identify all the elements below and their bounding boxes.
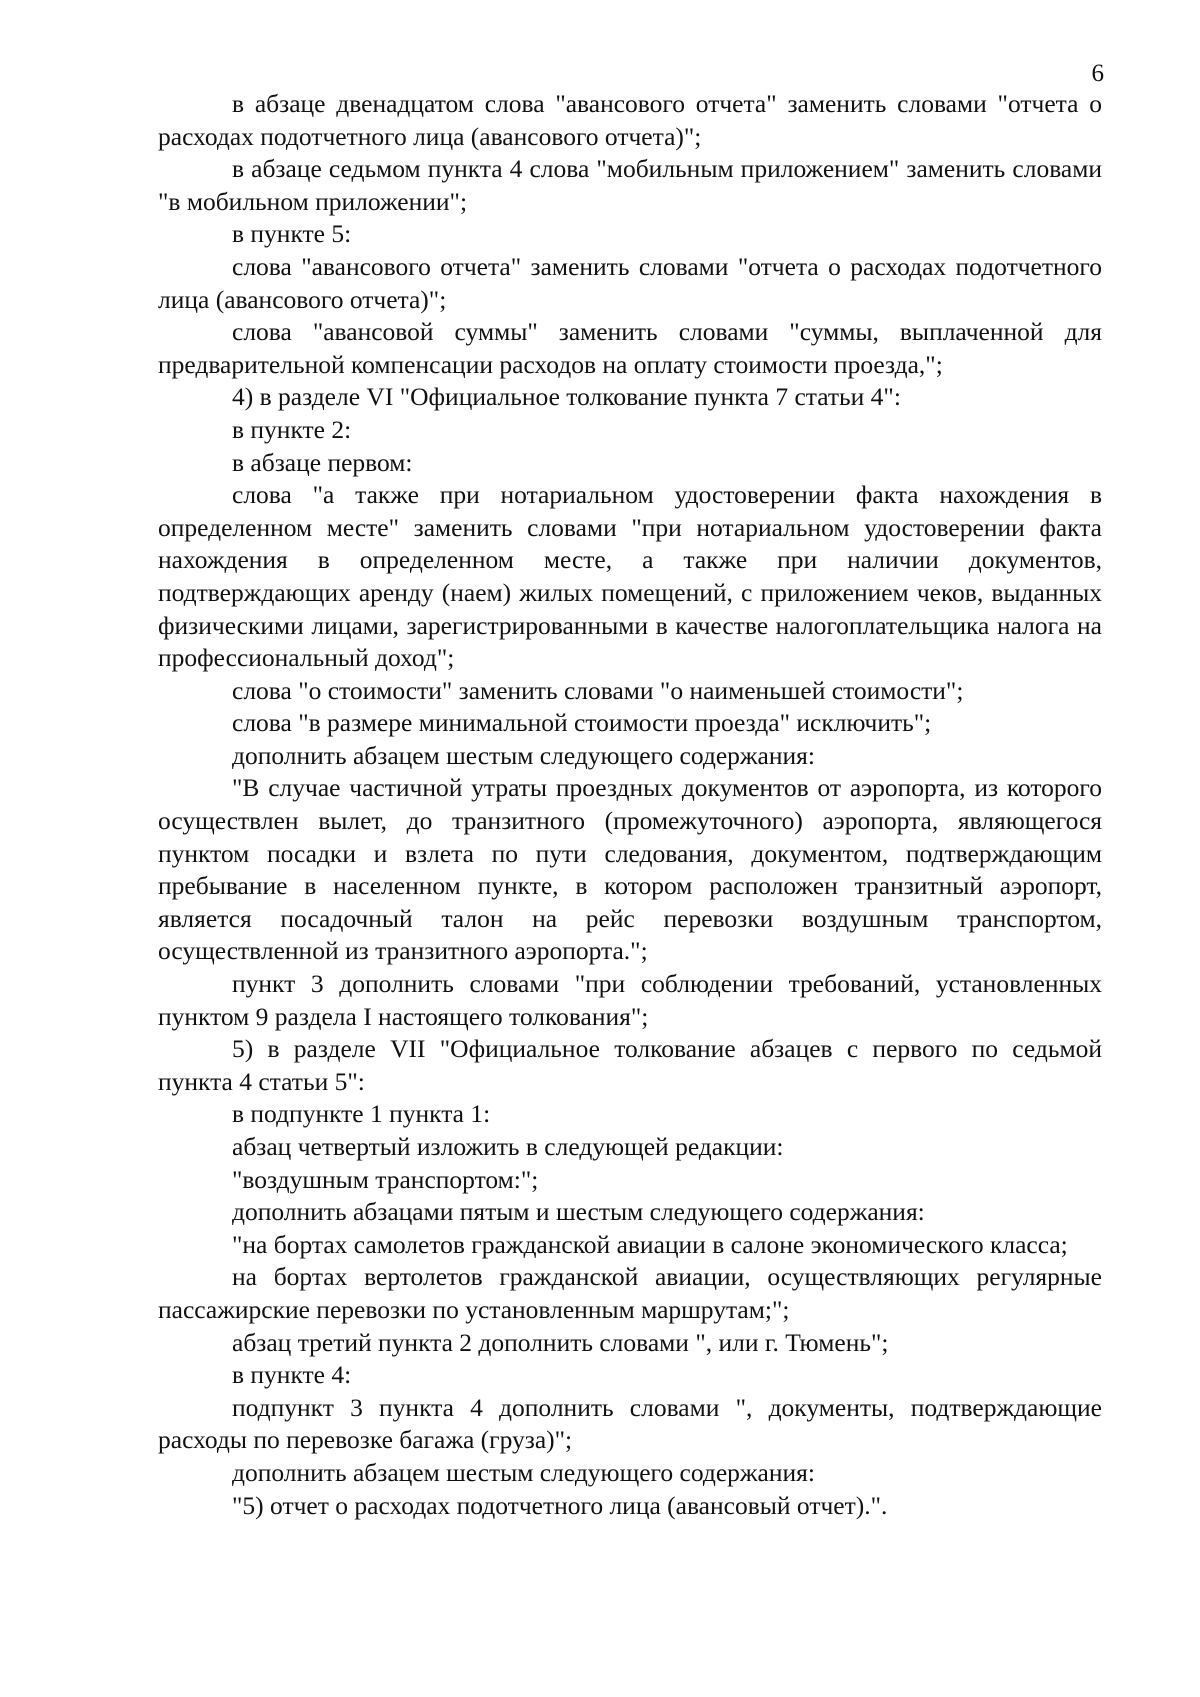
paragraph: дополнить абзацами пятым и шестым следующего содержания: xyxy=(232,1197,925,1227)
paragraph: в абзаце седьмом пункта 4 слова "мобильным приложением" заменить словами "в мобильном приложении"; xyxy=(158,154,1102,216)
paragraph: "воздушным транспортом:"; xyxy=(232,1164,539,1194)
paragraph: в подпункте 1 пункта 1: xyxy=(232,1099,491,1129)
paragraph: дополнить абзацем шестым следующего содержания: xyxy=(232,740,815,770)
paragraph: "В случае частичной утраты проездных документов от аэропорта, из которого осуществлен вылет, до транзитного (промежуточного) аэропорта, являющегося пунктом посадки и взлета по пути следования, документом, подтверждающим пребывание в населенном пункте, в котором расположен транзитный аэропорт, является посадочный талон на рейс перевозки воздушным транспортом, осуществленной из транзитного аэропорта."; xyxy=(158,773,1102,966)
paragraph: абзац четвертый изложить в следующей редакции: xyxy=(232,1132,784,1161)
paragraph: пункт 3 дополнить словами "при соблюдении требований, установленных пунктом 9 раздела I настоящего толкования"; xyxy=(158,969,1102,1031)
page-number: 6 xyxy=(1091,60,1104,87)
paragraph: слова "авансовой суммы" заменить словами "суммы, выплаченной для предварительной компенсации расходов на оплату стоимости проезда,"; xyxy=(158,317,1102,379)
paragraph: в абзаце двенадцатом слова "авансового отчета" заменить словами "отчета о расходах подотчетного лица (авансового отчета)"; xyxy=(158,89,1102,151)
paragraph: "5) отчет о расходах подотчетного лица (авансовый отчет).". xyxy=(232,1490,888,1520)
paragraph: слова "о стоимости" заменить словами "о наименьшей стоимости"; xyxy=(232,675,964,705)
paragraph: слова "в размере минимальной стоимости проезда" исключить"; xyxy=(232,708,932,738)
paragraph: абзац третий пункта 2 дополнить словами ", или г. Тюмень"; xyxy=(232,1327,889,1357)
paragraph: в пункте 2: xyxy=(232,414,352,444)
paragraph: на бортах вертолетов гражданской авиации, осуществляющих регулярные пассажирские перевозки по установленным маршрутам;"; xyxy=(158,1262,1102,1324)
paragraph: подпункт 3 пункта 4 дополнить словами ", документы, подтверждающие расходы по перевозке багажа (груза)"; xyxy=(158,1392,1102,1455)
paragraph: в пункте 5: xyxy=(232,219,352,249)
section-heading: 5) в разделе VII "Официальное толкование абзацев с первого по седьмой пункта 4 статьи 5": xyxy=(158,1034,1102,1096)
paragraph: в абзаце первом: xyxy=(232,447,413,477)
paragraph: слова "авансового отчета" заменить словами "отчета о расходах подотчетного лица (авансового отчета)"; xyxy=(158,251,1102,314)
paragraph: слова "а также при нотариальном удостоверении факта нахождения в определенном месте" заменить словами "при нотариальном удостоверении факта нахождения в определенном месте, а также при наличии документов, подтверждающих аренду (наем) жилых помещений, с приложением чеков, выданных физическими лицами, зарегистрированными в качестве налогоплательщика налога на профессиональный доход"; xyxy=(158,480,1102,673)
paragraph: в пункте 4: xyxy=(232,1360,352,1390)
paragraph: "на бортах самолетов гражданской авиации в салоне экономического класса; xyxy=(232,1229,1068,1259)
section-heading: 4) в разделе VI "Официальное толкование пункта 7 статьи 4": xyxy=(232,382,901,412)
document-body xyxy=(158,88,1102,1522)
paragraph: дополнить абзацем шестым следующего содержания: xyxy=(232,1457,815,1487)
